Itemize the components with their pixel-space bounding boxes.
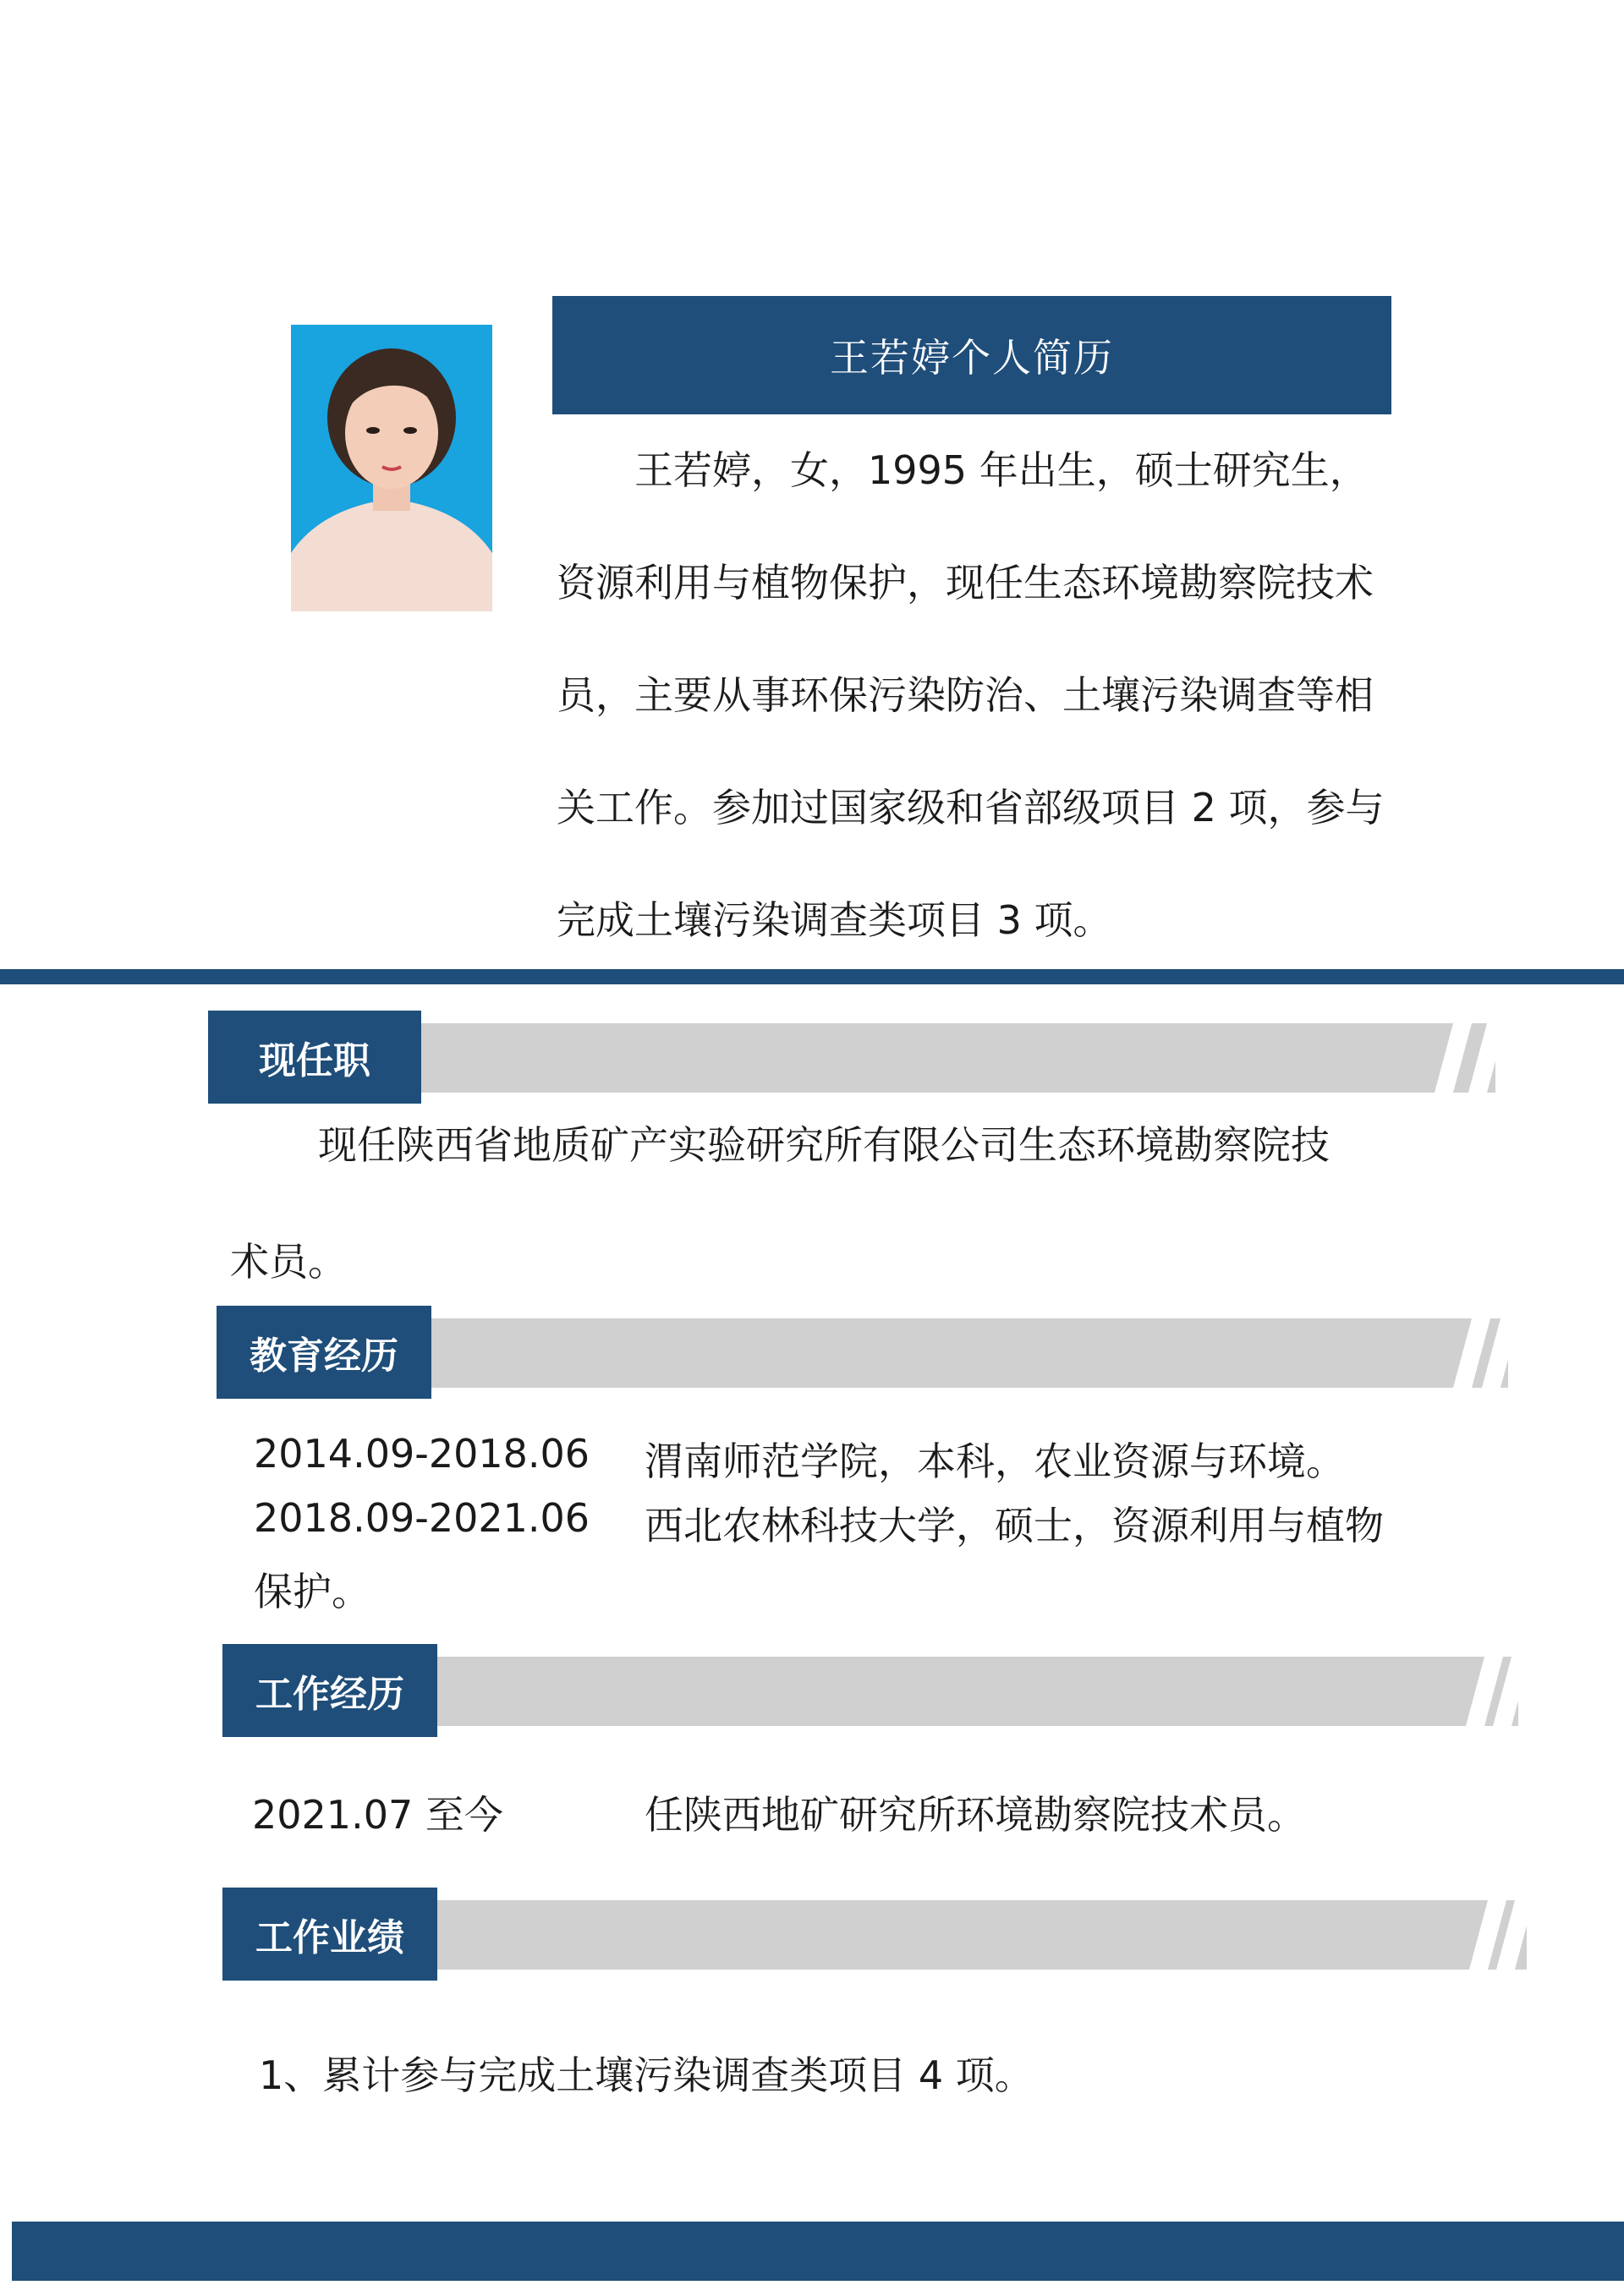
education-detail: 西北农林科技大学，硕士，资源利用与植物	[645, 1503, 1384, 1548]
achievement-item: 1、累计参与完成土壤污染调查类项目 4 项。	[259, 2052, 1034, 2098]
stripe-decoration	[436, 1657, 1518, 1726]
section-divider	[0, 969, 1624, 984]
section-header-bar	[430, 1318, 1508, 1388]
footer-bar	[12, 2222, 1624, 2281]
section-header-achievements	[222, 1888, 1527, 1981]
section-header-bar	[436, 1657, 1518, 1726]
education-detail: 渭南师范学院，本科，农业资源与环境。	[645, 1438, 1345, 1484]
section-header-bar	[436, 1900, 1527, 1970]
stripe-decoration	[436, 1900, 1527, 1970]
section-header-bar	[420, 1023, 1495, 1093]
work-period: 2021.07 至今	[252, 1792, 503, 1838]
intro-line: 完成土壤污染调查类项目 3 项。	[557, 897, 1112, 943]
section-label: 现任职	[208, 1011, 421, 1104]
education-period: 2014.09-2018.06	[254, 1431, 590, 1477]
intro-line: 王若婷，女，1995 年出生，硕士研究生，	[634, 447, 1369, 493]
section-label: 工作业绩	[222, 1888, 437, 1981]
intro-line: 资源利用与植物保护，现任生态环境勘察院技术	[557, 560, 1374, 606]
portrait-image	[291, 325, 492, 611]
intro-line: 员，主要从事环保污染防治、土壤污染调查等相	[557, 672, 1374, 718]
intro-paragraph	[557, 414, 1462, 977]
section-label: 教育经历	[217, 1306, 431, 1399]
current-position-line: 术员。	[230, 1239, 347, 1285]
stripe-decoration	[430, 1318, 1508, 1388]
stripe-decoration	[420, 1023, 1495, 1093]
current-position-line: 现任陕西省地质矿产实验研究所有限公司生态环境勘察院技	[318, 1122, 1330, 1168]
section-label: 工作经历	[222, 1644, 437, 1737]
profile-photo	[291, 325, 492, 611]
resume-title-banner	[552, 296, 1391, 414]
intro-line: 关工作。参加过国家级和省部级项目 2 项，参与	[557, 785, 1385, 830]
section-header-work	[222, 1644, 1518, 1737]
work-detail: 任陕西地矿研究所环境勘察院技术员。	[645, 1792, 1306, 1838]
education-continuation: 保护。	[254, 1569, 370, 1614]
section-header-education	[217, 1306, 1508, 1399]
resume-title: 王若婷个人简历	[830, 335, 1114, 381]
education-period: 2018.09-2021.06	[254, 1495, 590, 1541]
section-header-current-position	[208, 1011, 1495, 1104]
